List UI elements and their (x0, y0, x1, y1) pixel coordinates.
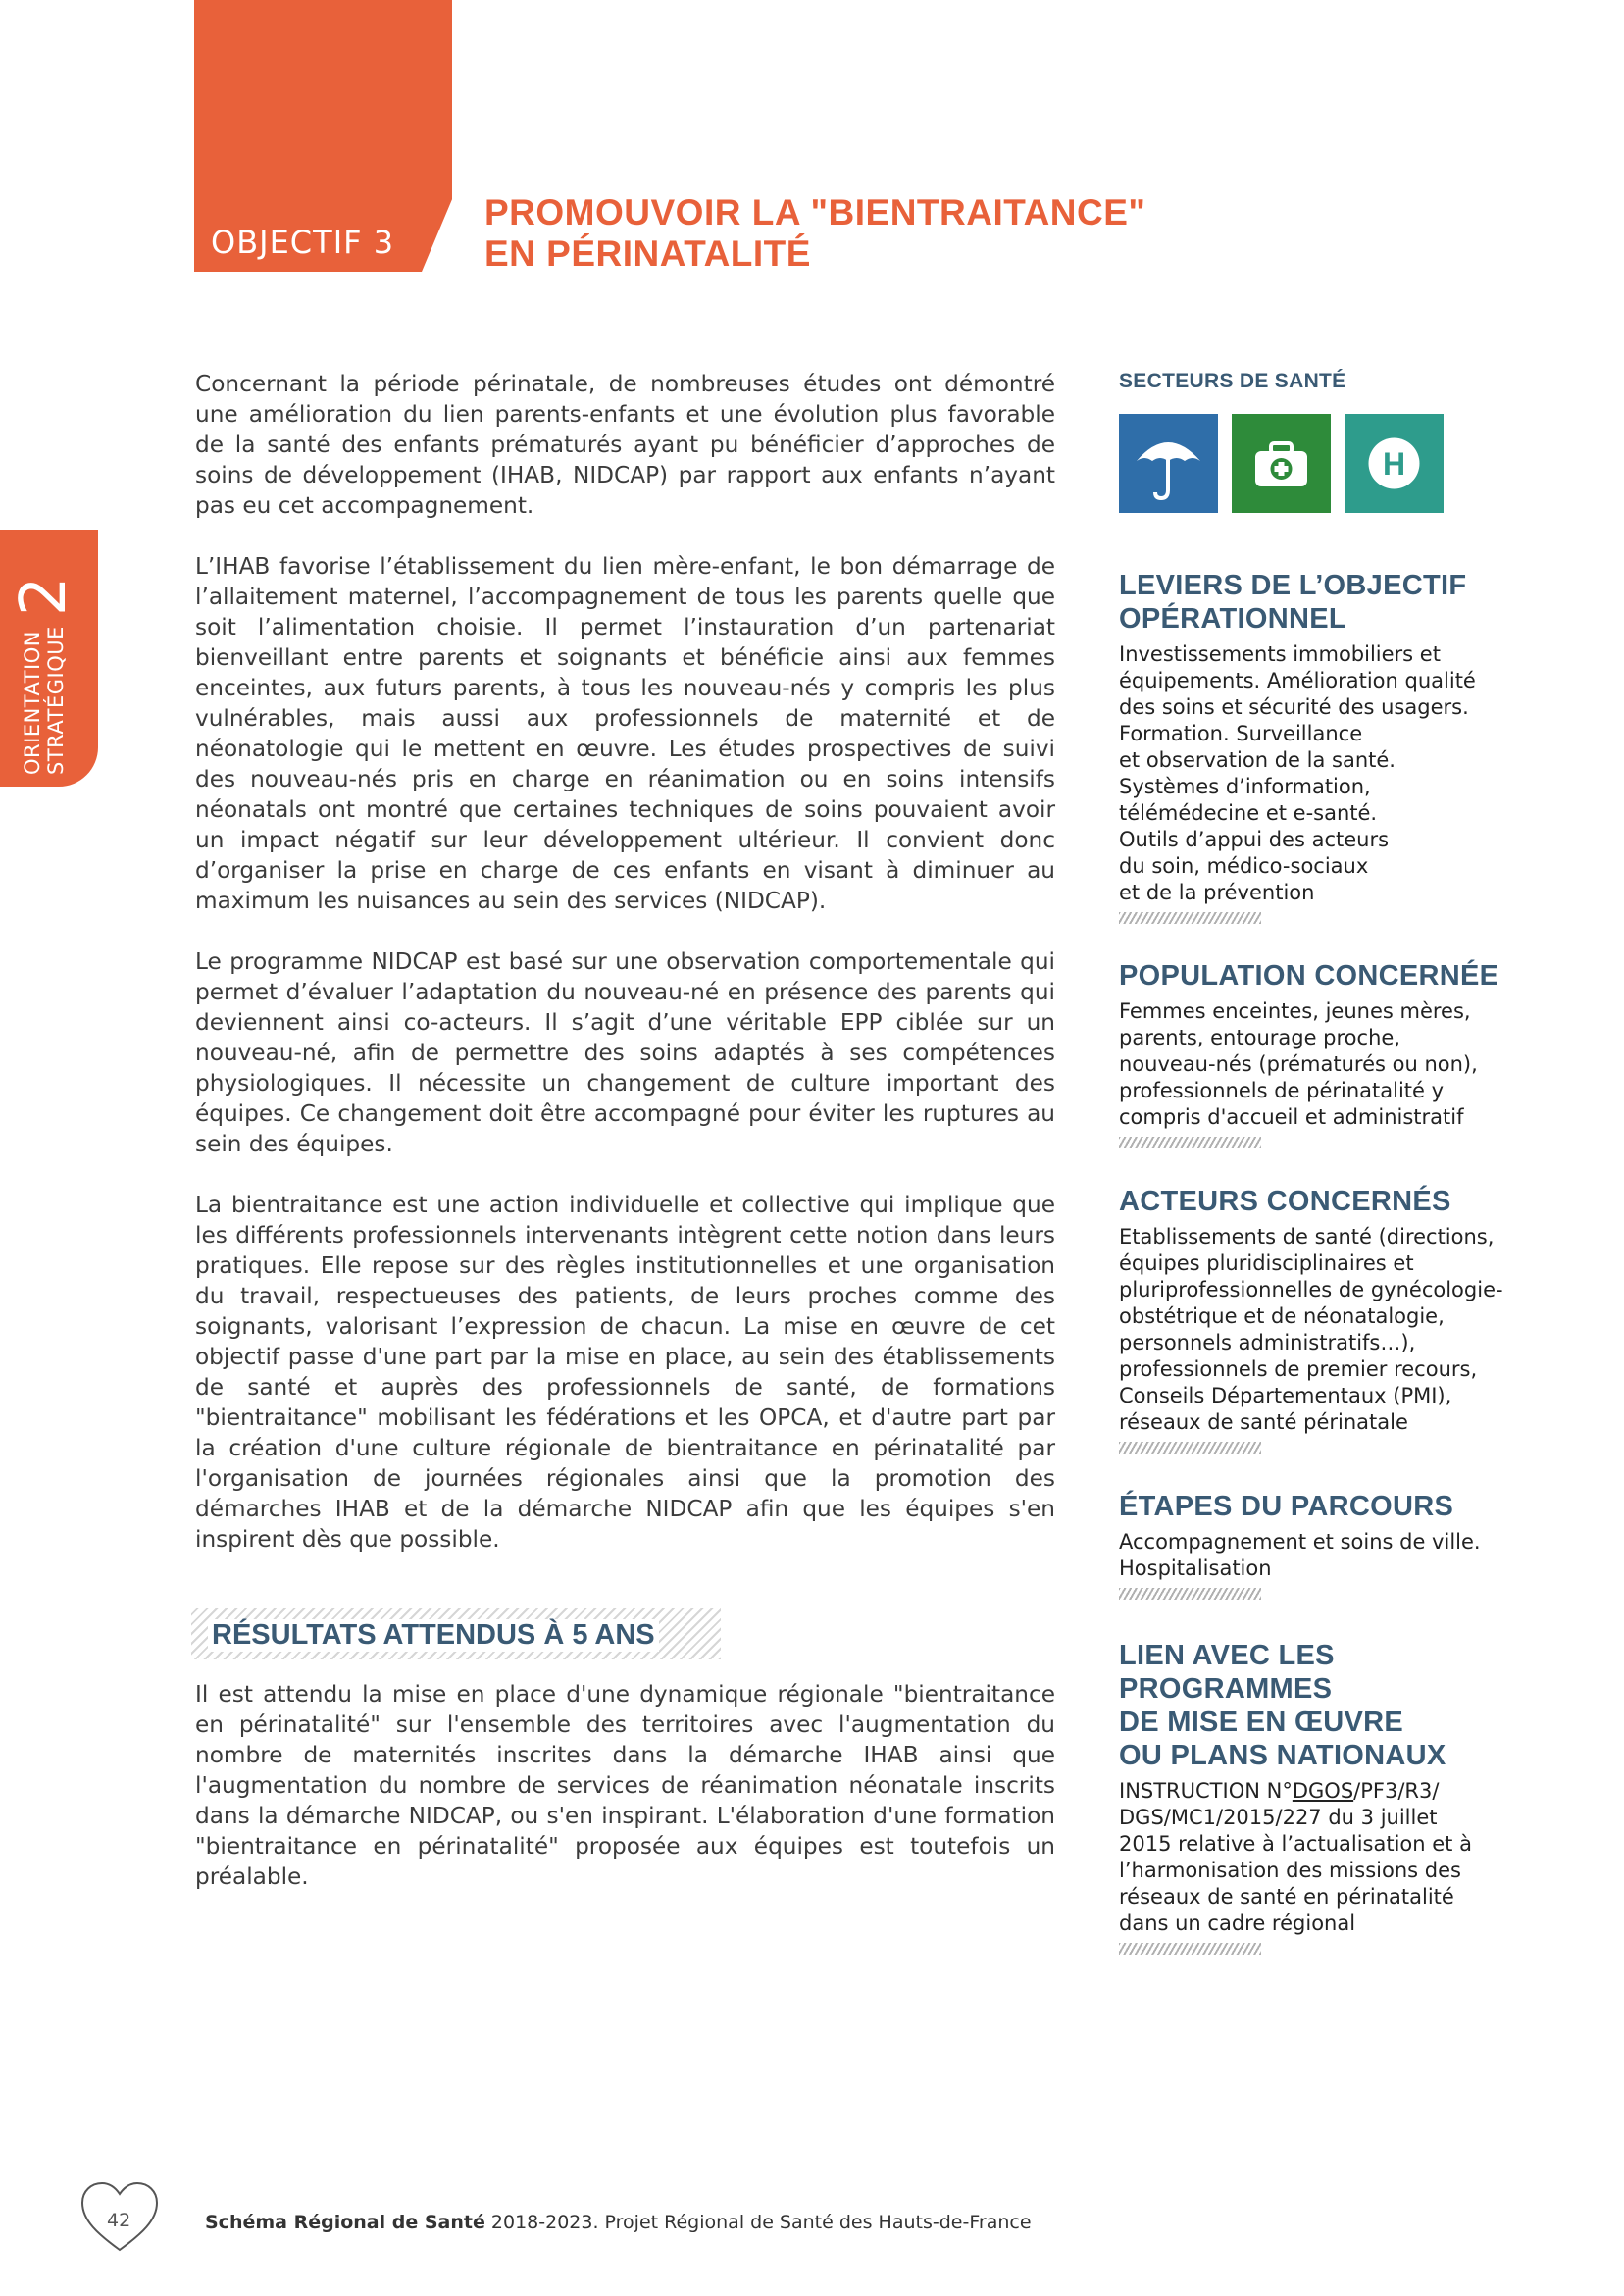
population-line: compris d'accueil et administratif (1119, 1105, 1464, 1129)
orientation-tab-text (8, 576, 80, 775)
population-line: Femmes enceintes, jeunes mères, (1119, 999, 1471, 1023)
hospital-letter: H (1382, 446, 1406, 482)
leviers-line: Systèmes d’information, (1119, 775, 1371, 798)
leviers-line: des soins et sécurité des usagers. (1119, 695, 1469, 719)
etapes-text (1119, 1529, 1550, 1582)
paragraph-2: L’IHAB favorise l’établissement du lien mère-enfant, le bon démarrage de l’allaitement maternel, l’accompagnement de tous les parents quelle que soit l’alimentation choisie. Il permet l’instauration d’un partenariat bienveillant entre parents et soignants et bénéficie ainsi aux femmes enceintes, aux futurs parents, à tous les nouveau-nés y compris les plus vulnérables, mais aussi aux professionnels de maternité et de néonatologie qui le mettent en œuvre. Les études prospectives de suivi des nouveau-nés pris en charge en réanimation ou en soins intensifs néonatals ont montré que certaines techniques de soins pouvaient avoir un impact négatif sur leur développement ultérieur. Il convient donc d’organiser la prise en charge de ces enfants en visant à diminuer au maximum les nuisances au sein des services (NIDCAP). (195, 553, 1055, 914)
lien-text (1119, 1778, 1550, 1937)
section-divider (1119, 1442, 1261, 1454)
objectif-label: OBJECTIF 3 (211, 224, 395, 261)
etapes-section (1119, 1490, 1550, 1600)
secteurs-title: SECTEURS DE SANTÉ (1119, 370, 1346, 392)
instruction-line (1119, 1778, 1550, 1805)
leviers-line: Investissements immobiliers et (1119, 642, 1441, 666)
paragraph-3: Le programme NIDCAP est basé sur une observation comportementale qui permet d’évaluer l’adaptation du nouveau-né en présence des parents qui deviennent ainsi co-acteurs. Il s’agit d’une véritable EPP ciblée sur un nouveau-né, afin de permettre des soins adaptés à ses compétences physiologiques. Il nécessite un changement de culture important des équipes. Ce changement doit être accompagné pour éviter les ruptures au sein des équipes. (195, 948, 1055, 1157)
banner-notch (422, 192, 455, 272)
population-line: nouveau-nés (prématurés ou non), (1119, 1052, 1478, 1076)
footer-text (205, 2212, 1032, 2233)
section-divider (1119, 1588, 1261, 1600)
leviers-line: Outils d’appui des acteurs (1119, 828, 1390, 851)
lien-section (1119, 1639, 1550, 1955)
leviers-line: et de la prévention (1119, 881, 1315, 904)
instruction-dgos: DGOS (1292, 1779, 1354, 1803)
paragraph-1: Concernant la période périnatale, de nombreuses études ont démontré une amélioration du lien parents-enfants et une évolution plus favorable de la santé des enfants prématurés ayant pu bénéficier d’approches de soins de développement (IHAB, NIDCAP) par rapport aux enfants n’ayant pas eu cet accompagnement. (195, 371, 1055, 519)
population-title: POPULATION CONCERNÉE (1119, 960, 1499, 992)
acteurs-line: personnels administratifs…), (1119, 1331, 1416, 1354)
secteurs-section (1119, 369, 1550, 513)
population-section (1119, 959, 1550, 1148)
lien-line: dans un cadre régional (1119, 1912, 1356, 1935)
leviers-line: équipements. Amélioration qualité (1119, 669, 1476, 692)
acteurs-line: équipes pluridisciplinaires et (1119, 1251, 1414, 1275)
strategique-label: STRATÉGIQUE (44, 626, 68, 775)
page-number: 42 (107, 2210, 131, 2231)
instruction-prefix: INSTRUCTION N° (1119, 1779, 1293, 1803)
lien-line: réseaux de santé en périnatalité (1119, 1885, 1454, 1909)
umbrella-icon (1119, 414, 1218, 513)
results-title: RÉSULTATS ATTENDUS À 5 ANS (208, 1619, 659, 1652)
leviers-line: Formation. Surveillance (1119, 722, 1363, 745)
acteurs-text (1119, 1224, 1550, 1436)
lien-line: 2015 relative à l’actualisation et à (1119, 1832, 1472, 1856)
lien-title (1119, 1639, 1550, 1772)
section-divider (1119, 912, 1261, 924)
page-title-line1: PROMOUVOIR LA "BIENTRAITANCE" (484, 192, 1146, 232)
etapes-line: Hospitalisation (1119, 1556, 1272, 1580)
acteurs-line: réseaux de santé périnatale (1119, 1410, 1408, 1434)
acteurs-title: ACTEURS CONCERNÉS (1119, 1186, 1451, 1217)
results-text: Il est attendu la mise en place d'une dynamique régionale "bientraitance en périnatalité" sur l'ensemble des territoires avec l'augmentation du nombre de maternités inscrites dans la démarche IHAB ainsi que l'augmentation du nombre de services de réanimation néonatale inscrits dans la démarche NIDCAP, ou s'en inspirant. L'élaboration d'une formation "bientraitance en périnatalité" proposée aux équipes est toutefois un préalable. (195, 1681, 1055, 1890)
leviers-line: télémédecine et e-santé. (1119, 801, 1378, 825)
lien-title-line: PROGRAMMES (1119, 1673, 1333, 1705)
medical-kit-icon (1232, 414, 1331, 513)
acteurs-line: professionnels de premier recours, (1119, 1357, 1478, 1381)
acteurs-line: pluriprofessionnelles de gynécologie- (1119, 1278, 1503, 1301)
page-title (484, 192, 1145, 275)
etapes-title: ÉTAPES DU PARCOURS (1119, 1491, 1454, 1522)
population-line: parents, entourage proche, (1119, 1026, 1400, 1049)
lien-line: l’harmonisation des missions des (1119, 1859, 1461, 1882)
lien-title-line: DE MISE EN ŒUVRE (1119, 1707, 1404, 1738)
acteurs-section (1119, 1185, 1550, 1454)
paragraph-4: La bientraitance est une action individuelle et collective qui implique que les différents professionnels intervenants intègrent cette notion dans leurs pratiques. Elle repose sur des règles institutionnelles et une organisation du travail, respectueuses des patients, de leurs proches comme des soignants, valorisant l’expression de chacun. La mise en œuvre de cet objectif passe d'une part par la mise en place, au sein des établissements de santé et auprès des professionnels de santé, de formations "bientraitance" mobilisant les fédérations et les OPCA, et d'autre part par la création d'une culture régionale de bientraitance en périnatalité par l'organisation de journées régionales ainsi que la promotion des démarches IHAB et de la démarche NIDCAP afin que les équipes s'en inspirent dès que possible. (195, 1192, 1055, 1553)
hospital-icon (1345, 414, 1444, 513)
lien-title-line: OU PLANS NATIONAUX (1119, 1740, 1446, 1771)
leviers-title: LEVIERS DE L’OBJECTIF OPÉRATIONNEL (1119, 570, 1467, 635)
acteurs-line: obstétrique et de néonatalogie, (1119, 1304, 1445, 1328)
lien-line: DGS/MC1/2015/227 du 3 juillet (1119, 1806, 1438, 1829)
population-line: professionnels de périnatalité y (1119, 1079, 1445, 1102)
instruction-suffix: /PF3/R3/ (1353, 1779, 1440, 1803)
main-text (195, 369, 1055, 1585)
leviers-line: du soin, médico-sociaux (1119, 854, 1369, 878)
leviers-line: et observation de la santé. (1119, 748, 1396, 772)
acteurs-line: Conseils Départementaux (PMI), (1119, 1384, 1452, 1407)
footer-bold: Schéma Régional de Santé (205, 2212, 485, 2233)
footer-rest: 2018-2023. Projet Régional de Santé des Hauts-de-France (484, 2212, 1032, 2233)
leviers-text (1119, 641, 1550, 906)
population-text (1119, 998, 1550, 1131)
leviers-section (1119, 569, 1550, 924)
etapes-line: Accompagnement et soins de ville. (1119, 1530, 1481, 1554)
secteurs-icons (1119, 414, 1550, 513)
lien-title-line: LIEN AVEC LES (1119, 1640, 1335, 1671)
orientation-number: 2 (8, 576, 80, 617)
section-divider (1119, 1137, 1261, 1148)
acteurs-line: Etablissements de santé (directions, (1119, 1225, 1495, 1249)
orientation-label: ORIENTATION (21, 631, 44, 775)
page-title-line2: EN PÉRINATALITÉ (484, 233, 811, 274)
section-divider (1119, 1943, 1261, 1955)
orientation-tab-words (21, 626, 68, 775)
